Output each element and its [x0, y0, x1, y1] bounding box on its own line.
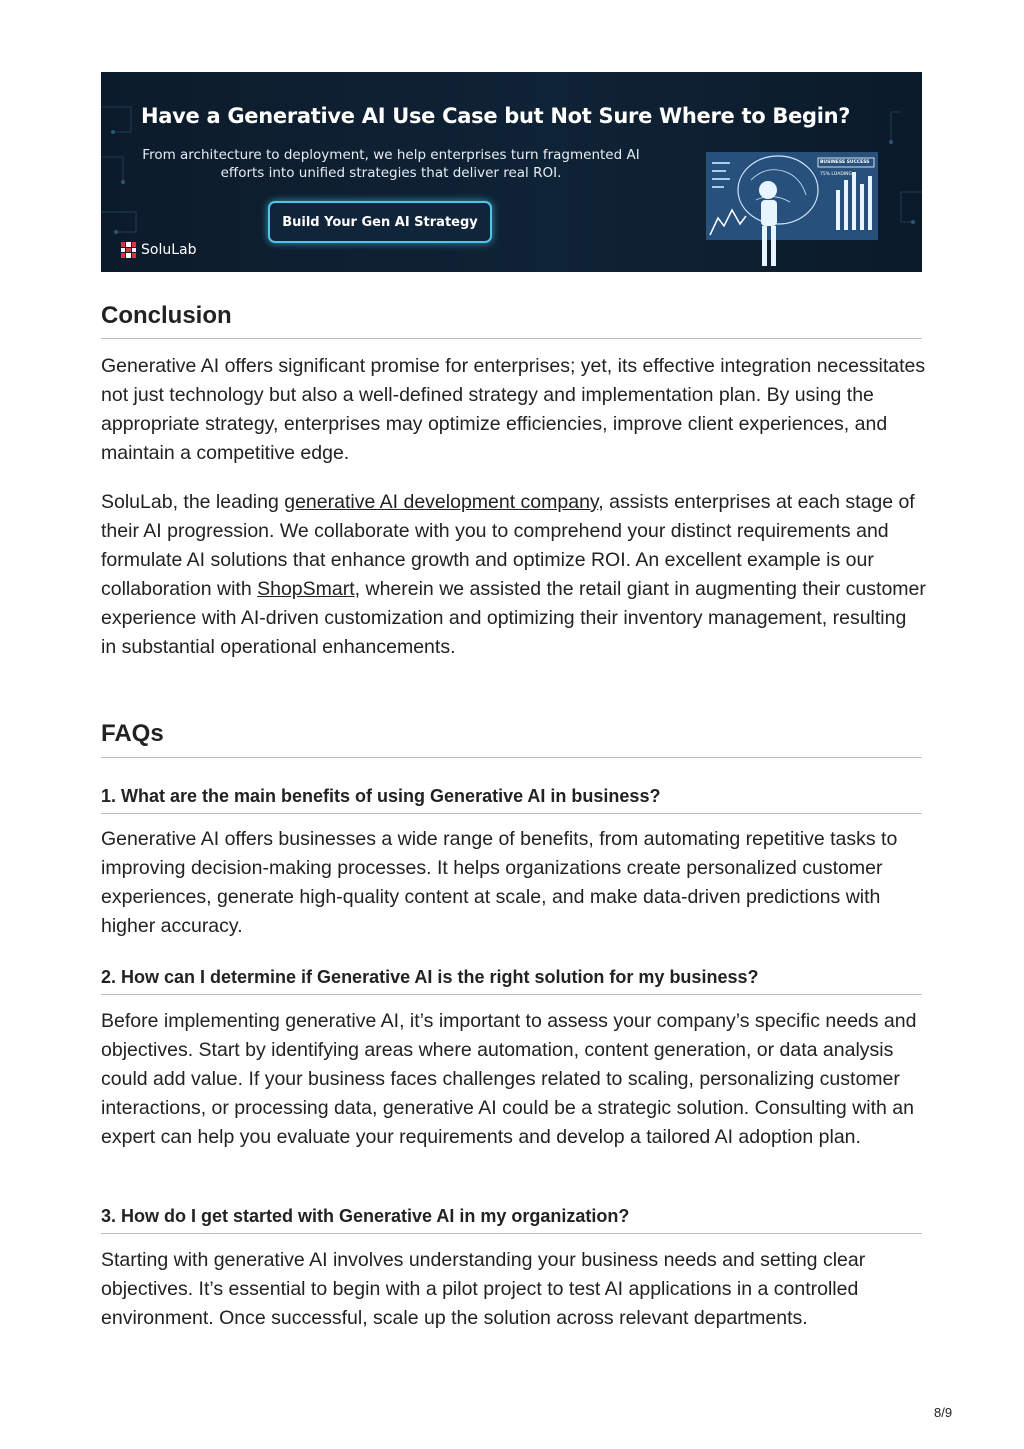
ai-robot-illustration — [706, 150, 881, 270]
generative-ai-company-link[interactable]: generative AI development company — [284, 491, 599, 513]
faq-answer-2: Before implementing generative AI, it’s important to assess your company’s specific needs and objectives. Start by identifying areas where automation, content generation, or data analysis could add value. If your business faces challenges related to scaling, personalizing customer interactions, or processing data, generative AI could be a strategic solution. Consulting with an expert can help you evaluate your requirements and develop a tailored AI adoption plan. — [101, 1010, 917, 1148]
solulab-logo-icon — [121, 242, 136, 258]
faq-question-2: 2. How can I determine if Generative AI is the right solution for my business? — [101, 967, 922, 995]
para2-text-2: , assists enterprises at each stage of their AI progression. We collaborate with you to comprehend your distinct requirements and formulate AI solutions that enhance growth and optimize ROI. An excellent example is our collaboration with — [101, 491, 915, 600]
para2-text-3: , wherein we assisted the retail giant in augmenting their customer experience with AI-driven customization and optimizing their inventory management, resulting in substantial operational enhancements. — [101, 578, 926, 658]
solulab-logo[interactable] — [121, 242, 196, 258]
conclusion-heading: Conclusion — [101, 302, 922, 339]
faqs-heading: FAQs — [101, 720, 922, 758]
art-label-business-success: BUSINESS SUCCESS — [820, 160, 870, 165]
logo-text: SoluLab — [141, 242, 197, 258]
faq-question-3: 3. How do I get started with Generative AI in my organization? — [101, 1206, 922, 1234]
conclusion-paragraph-1: Generative AI offers significant promise for enterprises; yet, its effective integration necessitates not just technology but also a well-defined strategy and implementation plan. By using the appropriate strategy, enterprises may optimize efficiencies, improve client experiences, and maintain a competitive edge. — [101, 355, 926, 464]
banner-title: Have a Generative AI Use Case but Not Sure Where to Begin? — [141, 104, 851, 128]
cta-banner[interactable] — [101, 72, 922, 272]
faq-answer-3: Starting with generative AI involves understanding your business needs and setting clear objectives. It’s essential to begin with a pilot project to test AI applications in a controlled environment. Once successful, scale up the solution across relevant departments. — [101, 1249, 866, 1329]
conclusion-paragraph-2 — [101, 488, 926, 662]
banner-subtitle: From architecture to deployment, we help enterprises turn fragmented AI efforts into unified strategies that deliver real ROI. — [142, 147, 640, 181]
build-strategy-button[interactable]: Build Your Gen AI Strategy — [268, 201, 492, 243]
para2-text-1: SoluLab, the leading — [101, 491, 285, 513]
art-label-loading: 75% LOADING... — [820, 172, 857, 177]
shopsmart-link[interactable]: ShopSmart — [257, 578, 355, 600]
faq-question-1: 1. What are the main benefits of using Generative AI in business? — [101, 786, 922, 814]
page-number: 8/9 — [934, 1405, 953, 1420]
faq-answer-1: Generative AI offers businesses a wide range of benefits, from automating repetitive tasks to improving decision-making processes. It helps organizations create personalized customer experiences, generate high-quality content at scale, and make data-driven predictions with higher accuracy. — [101, 828, 898, 937]
